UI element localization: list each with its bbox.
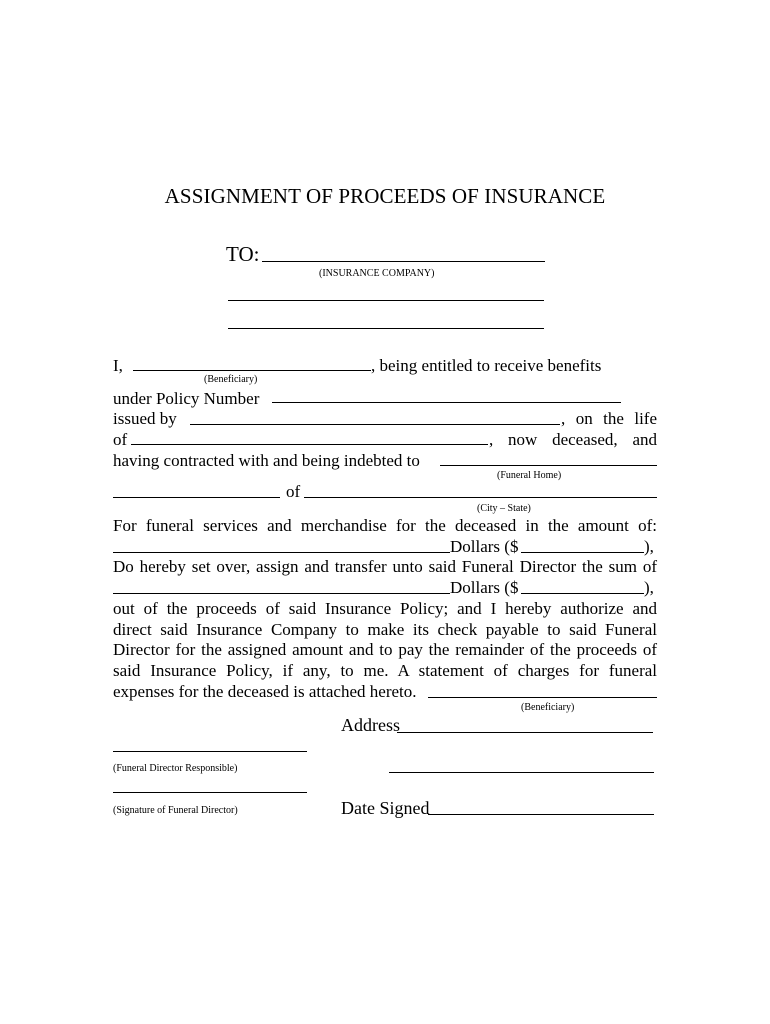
insurance-company-line[interactable]: [262, 261, 545, 262]
paragraph-line: said Insurance Policy, if any, to me. A statement of charges for funeral: [113, 660, 657, 680]
insurance-company-caption: (INSURANCE COMPANY): [319, 268, 435, 279]
paragraph-line: direct said Insurance Company to make its check payable to said Funeral: [113, 619, 657, 639]
dollars-close: ),: [644, 537, 654, 556]
address-line-2[interactable]: [389, 772, 654, 773]
document-title: ASSIGNMENT OF PROCEEDS OF INSURANCE: [164, 184, 606, 208]
authorization-paragraph: [113, 599, 657, 681]
amount-words-line[interactable]: [113, 552, 450, 553]
assigned-amount-words-line[interactable]: [113, 593, 450, 594]
city-state-line[interactable]: [304, 497, 657, 498]
of-label: of: [113, 430, 128, 449]
beneficiary-signature-line[interactable]: [428, 697, 657, 698]
city-state-caption: (City – State): [477, 503, 531, 514]
policy-number-line[interactable]: [272, 402, 621, 403]
issued-by-line[interactable]: [190, 424, 560, 425]
being-entitled-text: , being entitled to receive benefits: [371, 356, 602, 375]
date-signed-label: Date Signed: [341, 798, 430, 818]
address-label: Address: [341, 715, 400, 735]
funeral-director-caption: (Funeral Director Responsible): [113, 763, 238, 774]
signature-caption: (Signature of Funeral Director): [113, 805, 238, 816]
on-the-life-text: , on the life: [561, 409, 657, 428]
i-prefix: I,: [113, 356, 123, 375]
insurance-address-line-1[interactable]: [228, 300, 544, 301]
to-label: TO:: [226, 242, 260, 266]
funeral-director-signature-line[interactable]: [113, 792, 307, 793]
policy-number-label: under Policy Number: [113, 389, 260, 408]
funeral-services-text: For funeral services and merchandise for the deceased in the amount of:: [113, 516, 657, 535]
amount-figures-line[interactable]: [521, 552, 644, 553]
funeral-director-responsible-line[interactable]: [113, 751, 307, 752]
funeral-home-caption: (Funeral Home): [497, 470, 562, 481]
paragraph-line: out of the proceeds of said Insurance Policy; and I hereby authorize and: [113, 599, 657, 618]
assigned-amount-figures-line[interactable]: [521, 593, 644, 594]
date-signed-line[interactable]: [428, 814, 654, 815]
address-line-1[interactable]: [397, 732, 653, 733]
dollars-label: Dollars ($: [450, 537, 519, 556]
now-deceased-text: , now deceased, and: [489, 430, 657, 449]
set-over-text: Do hereby set over, assign and transfer unto said Funeral Director the sum of: [113, 557, 657, 576]
issued-by-label: issued by: [113, 409, 177, 428]
deceased-name-line[interactable]: [131, 444, 488, 445]
funeral-home-line[interactable]: [440, 465, 657, 466]
having-contracted-text: having contracted with and being indebted to: [113, 451, 420, 470]
dollars-label-2: Dollars ($: [450, 578, 519, 597]
of-middle-text: of: [286, 482, 301, 501]
dollars-close-2: ),: [644, 578, 654, 597]
beneficiary-name-line[interactable]: [133, 370, 371, 371]
funeral-home-name-line[interactable]: [113, 497, 280, 498]
paragraph-line: Director for the assigned amount and to pay the remainder of the proceeds of: [113, 640, 657, 660]
expenses-text: expenses for the deceased is attached hereto.: [113, 682, 417, 701]
beneficiary-caption-2: (Beneficiary): [521, 702, 575, 713]
beneficiary-caption: (Beneficiary): [204, 374, 258, 385]
insurance-address-line-2[interactable]: [228, 328, 544, 329]
